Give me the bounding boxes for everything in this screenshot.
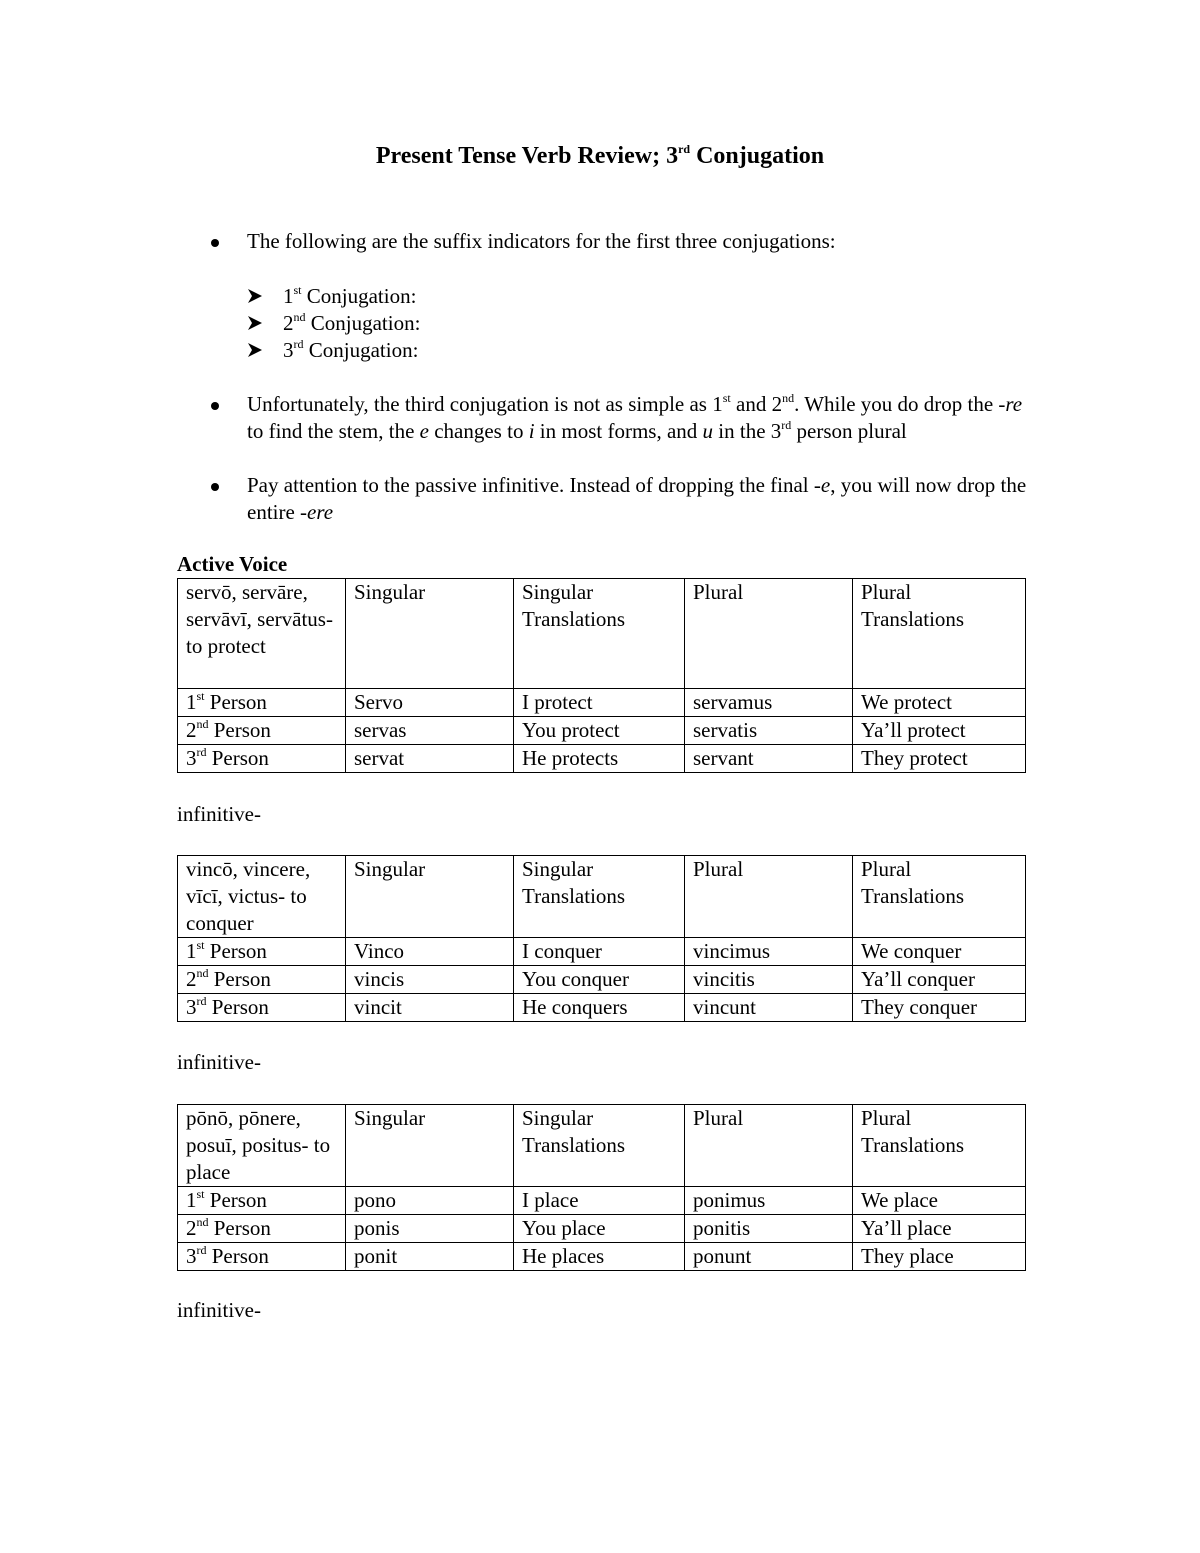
table-row bbox=[178, 1243, 1026, 1271]
table-cell: He places bbox=[514, 1243, 685, 1271]
table-header-singular-translations: Singular Translations bbox=[514, 856, 685, 938]
arrowhead-icon bbox=[247, 289, 263, 303]
conjugation-table-pono bbox=[177, 1104, 1026, 1271]
table-cell: You place bbox=[514, 1215, 685, 1243]
table-header-singular-translations: Singular Translations bbox=[514, 1105, 685, 1187]
bullet-passive-infinitive: Pay attention to the passive infinitive. Instead of dropping the final -e, you will now drop the entire -ere bbox=[247, 472, 1027, 526]
infinitive-label: infinitive- bbox=[177, 802, 261, 826]
conjugation-table-servo bbox=[177, 578, 1026, 773]
table-header-row bbox=[178, 579, 1026, 689]
table-cell: vincimus bbox=[685, 938, 853, 966]
table-header-verb: vincō, vincere, vīcī, victus- to conquer bbox=[178, 856, 346, 938]
table-cell: vincit bbox=[346, 994, 514, 1022]
person-label: 3rd Person bbox=[178, 1243, 346, 1271]
conjugation-item-1: 1st Conjugation: bbox=[283, 283, 416, 310]
page-title: Present Tense Verb Review; 3rd Conjugation bbox=[375, 142, 825, 169]
arrowhead-icon bbox=[247, 343, 263, 357]
infinitive-label: infinitive- bbox=[177, 1050, 261, 1074]
person-label: 2nd Person bbox=[178, 1215, 346, 1243]
table-row bbox=[178, 689, 1026, 717]
table-cell: servatis bbox=[685, 717, 853, 745]
table-cell: I place bbox=[514, 1187, 685, 1215]
table-cell: ponimus bbox=[685, 1187, 853, 1215]
table-cell: pono bbox=[346, 1187, 514, 1215]
person-label: 1st Person bbox=[178, 938, 346, 966]
table-cell: He protects bbox=[514, 745, 685, 773]
table-cell: Vinco bbox=[346, 938, 514, 966]
table-cell: They conquer bbox=[853, 994, 1026, 1022]
table-header-plural-translations: Plural Translations bbox=[853, 1105, 1026, 1187]
table-header-row bbox=[178, 1105, 1026, 1187]
table-cell: We protect bbox=[853, 689, 1026, 717]
conjugation-table-vinco bbox=[177, 855, 1026, 1022]
table-row bbox=[178, 966, 1026, 994]
table-cell: I conquer bbox=[514, 938, 685, 966]
table-cell: Servo bbox=[346, 689, 514, 717]
table-cell: I protect bbox=[514, 689, 685, 717]
table-cell: vincunt bbox=[685, 994, 853, 1022]
infinitive-label: infinitive- bbox=[177, 1298, 261, 1322]
bullet-dot-icon bbox=[211, 239, 219, 247]
table-header-plural-translations: Plural Translations bbox=[853, 579, 1026, 689]
table-cell: ponis bbox=[346, 1215, 514, 1243]
table-cell: Ya’ll conquer bbox=[853, 966, 1026, 994]
person-label: 2nd Person bbox=[178, 966, 346, 994]
table-cell: They place bbox=[853, 1243, 1026, 1271]
table-cell: We conquer bbox=[853, 938, 1026, 966]
table-header-plural: Plural bbox=[685, 856, 853, 938]
table-row bbox=[178, 1187, 1026, 1215]
bullet-dot-icon bbox=[211, 483, 219, 491]
table-header-plural: Plural bbox=[685, 1105, 853, 1187]
person-label: 1st Person bbox=[178, 689, 346, 717]
person-label: 3rd Person bbox=[178, 994, 346, 1022]
table-cell: servant bbox=[685, 745, 853, 773]
table-cell: We place bbox=[853, 1187, 1026, 1215]
conjugation-item-2: 2nd Conjugation: bbox=[283, 310, 420, 337]
table-header-singular: Singular bbox=[346, 1105, 514, 1187]
bullet-dot-icon bbox=[211, 402, 219, 410]
table-header-singular: Singular bbox=[346, 856, 514, 938]
conjugation-item-3: 3rd Conjugation: bbox=[283, 337, 418, 364]
table-row bbox=[178, 994, 1026, 1022]
table-cell: Ya’ll place bbox=[853, 1215, 1026, 1243]
person-label: 1st Person bbox=[178, 1187, 346, 1215]
table-cell: servamus bbox=[685, 689, 853, 717]
table-row bbox=[178, 1215, 1026, 1243]
table-cell: ponunt bbox=[685, 1243, 853, 1271]
arrowhead-icon bbox=[247, 316, 263, 330]
table-cell: You protect bbox=[514, 717, 685, 745]
table-cell: vincis bbox=[346, 966, 514, 994]
table-cell: Ya’ll protect bbox=[853, 717, 1026, 745]
table-cell: ponit bbox=[346, 1243, 514, 1271]
table-header-verb: pōnō, pōnere, posuī, positus- to place bbox=[178, 1105, 346, 1187]
table-cell: vincitis bbox=[685, 966, 853, 994]
table-header-plural-translations: Plural Translations bbox=[853, 856, 1026, 938]
person-label: 2nd Person bbox=[178, 717, 346, 745]
table-header-singular-translations: Singular Translations bbox=[514, 579, 685, 689]
table-cell: servas bbox=[346, 717, 514, 745]
table-row bbox=[178, 938, 1026, 966]
table-row bbox=[178, 717, 1026, 745]
table-row bbox=[178, 745, 1026, 773]
table-cell: ponitis bbox=[685, 1215, 853, 1243]
table-cell: You conquer bbox=[514, 966, 685, 994]
table-header-row bbox=[178, 856, 1026, 938]
bullet-third-conjugation: Unfortunately, the third conjugation is not as simple as 1st and 2nd. While you do drop the -re to find the stem, the e changes to i in most forms, and u in the 3rd person plural bbox=[247, 391, 1027, 445]
section-heading-active-voice: Active Voice bbox=[177, 552, 288, 576]
table-header-verb: servō, servāre, servāvī, servātus- to protect bbox=[178, 579, 346, 689]
table-cell: He conquers bbox=[514, 994, 685, 1022]
table-cell: servat bbox=[346, 745, 514, 773]
table-header-singular: Singular bbox=[346, 579, 514, 689]
table-header-plural: Plural bbox=[685, 579, 853, 689]
person-label: 3rd Person bbox=[178, 745, 346, 773]
table-cell: They protect bbox=[853, 745, 1026, 773]
bullet-intro: The following are the suffix indicators for the first three conjugations: bbox=[247, 228, 1027, 255]
